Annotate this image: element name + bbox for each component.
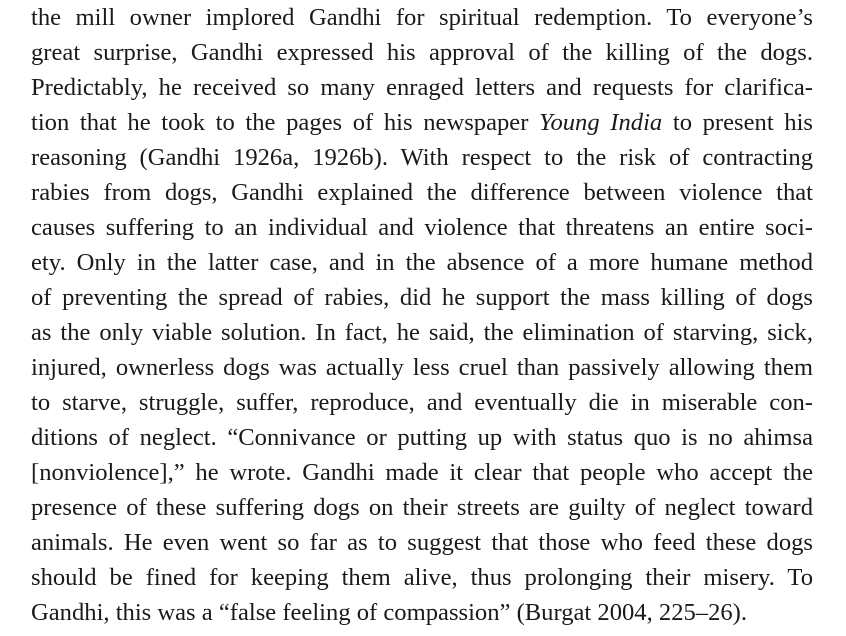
text-line-4-after: to present his (662, 109, 814, 136)
newspaper-title: Young India (539, 109, 663, 136)
text-line-10: as the only viable solution. In fact, he said, the elimination of starving, sick, (31, 319, 813, 346)
text-line-6: rabies from dogs, Gandhi explained the difference between violence that (31, 179, 813, 206)
text-line-15: presence of these suffering dogs on their streets are guilty of neglect toward (31, 494, 813, 521)
text-line-17: should be fined for keeping them alive, thus prolonging their misery. To (31, 564, 813, 591)
body-paragraph (31, 0, 813, 630)
text-line-5: reasoning (Gandhi 1926a, 1926b). With respect to the risk of contracting (31, 144, 813, 171)
text-line-4-before: tion that he took to the pages of his newspaper (31, 109, 540, 136)
text-line-3: Predictably, he received so many enraged letters and requests for clarifica- (31, 74, 813, 101)
text-line-2: great surprise, Gandhi expressed his approval of the killing of the dogs. (31, 39, 813, 66)
text-line-8: ety. Only in the latter case, and in the absence of a more humane method (31, 249, 813, 276)
text-line-13: ditions of neglect. “Connivance or putting up with status quo is no ahimsa (31, 424, 813, 451)
text-line-14: [nonviolence],” he wrote. Gandhi made it clear that people who accept the (31, 459, 813, 486)
text-line-4 (31, 105, 813, 140)
text-line-11: injured, ownerless dogs was actually less cruel than passively allowing them (31, 354, 813, 381)
text-line-18: Gandhi, this was a “false feeling of compassion” (Burgat 2004, 225–26). (31, 599, 748, 626)
text-line-7: causes suffering to an individual and violence that threatens an entire soci- (31, 214, 813, 241)
text-line-1: the mill owner implored Gandhi for spiritual redemption. To everyone’s (31, 4, 813, 31)
text-line-16: animals. He even went so far as to suggest that those who feed these dogs (31, 529, 813, 556)
text-line-9: of preventing the spread of rabies, did he support the mass killing of dogs (31, 284, 813, 311)
text-line-12: to starve, struggle, suffer, reproduce, and eventually die in miserable con- (31, 389, 813, 416)
